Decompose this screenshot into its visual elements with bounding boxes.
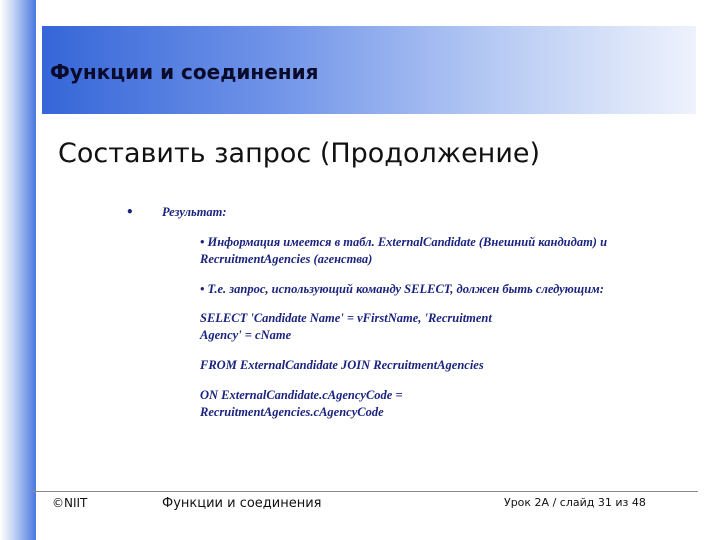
query-line: SELECT 'Candidate Name' = vFirstName, 'Recruitment Agency' = cName [200,311,492,342]
query-line: ON ExternalCandidate.cAgencyCode = RecruitmentAgencies.cAgencyCode [200,388,403,419]
slide-title: Составить запрос (Продолжение) [58,138,541,169]
bullet-text: Т.е. запрос, использующий команду SELECT, должен быть следующим: [207,282,604,296]
left-decorative-bar [0,0,36,540]
sub-bullet [162,281,666,298]
bullet-dot-icon: • [200,282,205,296]
footer-slide-info: Урок 2A / слайд 31 из 48 [504,496,646,509]
bullet-dot-icon: • [200,235,205,249]
result-label: Результат: [162,205,227,219]
footer-copyright: ©NIIT [52,496,88,510]
query-line: FROM ExternalCandidate JOIN RecruitmentAgencies [200,358,484,372]
bullet-result [126,204,666,221]
footer-topic: Функции и соединения [162,496,322,511]
footer-divider [32,491,698,492]
sub-bullet [162,234,666,268]
slide-content [126,204,666,421]
bullet-text: Информация имеется в табл. ExternalCandidate (Внешний кандидат) и RecruitmentAgencies (агенства) [200,235,608,266]
bullet-dot-icon: • [126,205,134,219]
header-title: Функции и соединения [50,60,319,84]
